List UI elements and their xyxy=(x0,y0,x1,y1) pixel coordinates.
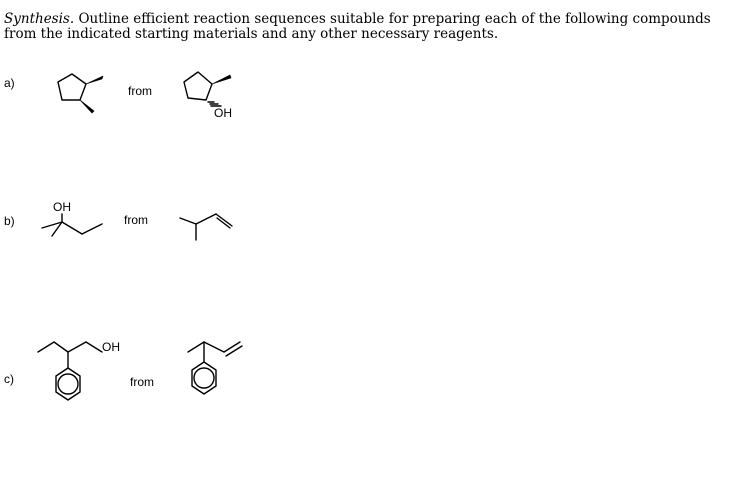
cyclopentane-ring xyxy=(184,72,212,100)
problem-b-label: b) xyxy=(4,214,15,228)
problem-b-starting-structure xyxy=(176,206,240,246)
problem-c-from-label: from xyxy=(130,375,154,389)
bond xyxy=(188,342,204,352)
bond xyxy=(196,214,216,224)
instructions-text: Outline efficient reaction sequences suitable for preparing each of the following compounds from the indicated starting materials and any other necessary reagents. xyxy=(4,11,711,42)
problem-a-label: a) xyxy=(4,76,15,90)
benzene-ring xyxy=(56,368,80,400)
bond xyxy=(68,342,86,352)
aromatic-circle xyxy=(194,368,214,388)
bond xyxy=(180,218,196,224)
bond xyxy=(204,342,224,352)
problem-a-target-structure xyxy=(50,68,120,118)
problem-c-target-structure xyxy=(34,330,134,410)
bond xyxy=(62,222,82,234)
methyl-wedge-bond xyxy=(80,100,94,113)
aromatic-circle xyxy=(58,374,78,394)
problem-c-label: c) xyxy=(4,372,14,386)
problem-c-starting-structure xyxy=(184,332,254,412)
cyclopentane-ring xyxy=(58,74,86,100)
problem-b-from-label: from xyxy=(124,213,148,227)
double-bond xyxy=(224,342,240,352)
problem-a-starting-structure xyxy=(178,64,248,122)
methyl-wedge-bond xyxy=(212,75,231,84)
bond xyxy=(38,342,54,352)
instructions-lead: Synthesis. xyxy=(4,11,75,27)
benzene-ring xyxy=(192,362,216,394)
hydroxyl-label: OH xyxy=(214,106,232,120)
hydroxyl-label: OH xyxy=(102,340,120,354)
double-bond xyxy=(226,346,242,356)
hydroxyl-label: OH xyxy=(53,200,71,214)
methyl-wedge-bond xyxy=(86,76,103,84)
problem-a-from-label: from xyxy=(128,84,152,98)
instructions-paragraph xyxy=(4,12,740,42)
bond xyxy=(82,224,102,234)
problem-b-target-structure xyxy=(38,198,108,244)
bond xyxy=(54,342,68,352)
bond xyxy=(86,342,102,352)
